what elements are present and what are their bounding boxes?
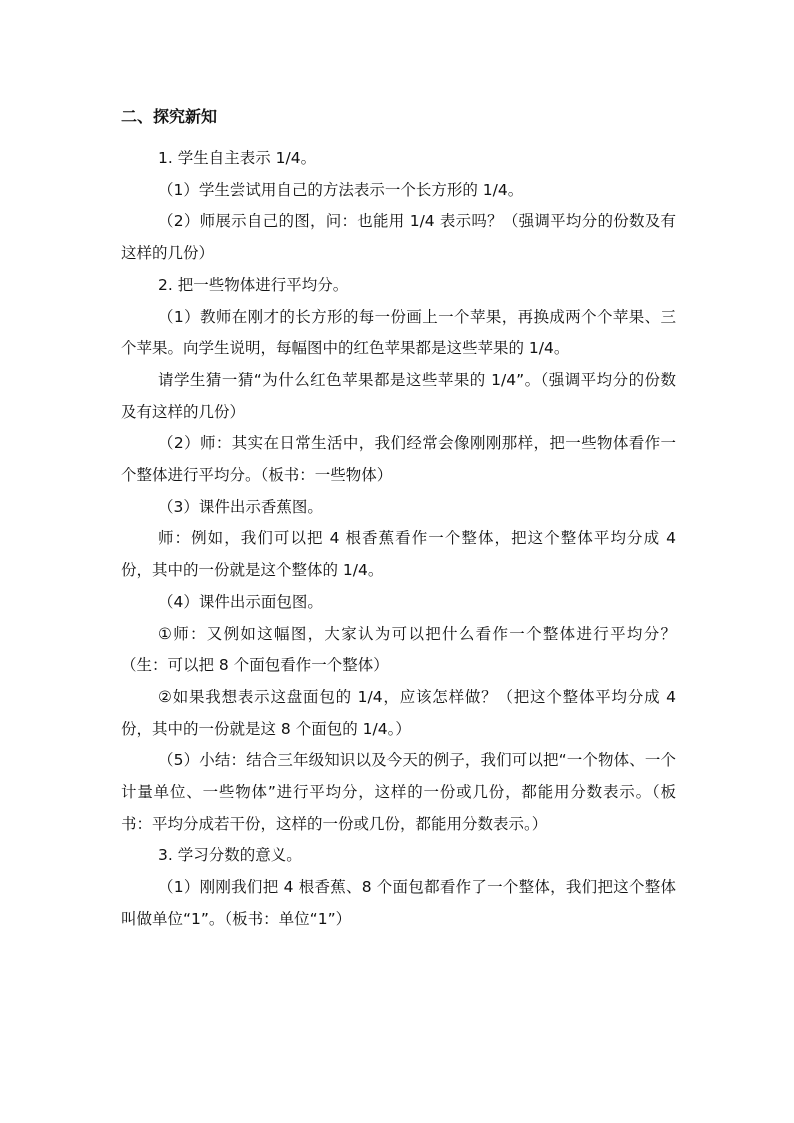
paragraph-summary: （5）小结：结合三年级知识以及今天的例子，我们可以把“一个物体、一个计量单位、一些物体”进行平均分，这样的一份或几份，都能用分数表示。（板书：平均分成若干份，这样的一份或几份，都能用分数表示。） xyxy=(121,751,676,833)
paragraph-guess: 请学生猜一猜“为什么红色苹果都是这些苹果的 1/4”。（强调平均分的份数及有这样的几份） xyxy=(121,370,676,421)
paragraph-step-3: 3. 学习分数的意义。 xyxy=(158,846,302,865)
paragraph-step-2: 2. 把一些物体进行平均分。 xyxy=(158,275,349,294)
paragraph-step-2-2: （2）师：其实在日常生活中，我们经常会像刚刚那样，把一些物体看作一个整体进行平均分。（板书：一些物体） xyxy=(121,434,676,485)
paragraph-banana-example: 师：例如，我们可以把 4 根香蕉看作一个整体，把这个整体平均分成 4 份，其中的一份就是这个整体的 1/4。 xyxy=(121,529,676,580)
paragraph-step-3-1: （1）刚刚我们把 4 根香蕉、8 个面包都看作了一个整体，我们把这个整体叫做单位“1”。（板书：单位“1”） xyxy=(121,878,676,928)
paragraph-step-2-4: （4）课件出示面包图。 xyxy=(158,592,323,611)
paragraph-step-1: 1. 学生自主表示 1/4。 xyxy=(158,149,317,167)
paragraph-step-1-1: （1）学生尝试用自己的方法表示一个长方形的 1/4。 xyxy=(158,180,524,199)
section-title: 二、探究新知 xyxy=(121,107,218,126)
paragraph-step-2-1: （1）教师在刚才的长方形的每一份画上一个苹果，再换成两个个苹果、三个苹果。向学生说明，每幅图中的红色苹果都是这些苹果的 1/4。 xyxy=(121,307,676,358)
paragraph-bread-question-1: ①师：又例如这幅图，大家认为可以把什么看作一个整体进行平均分？（生：可以把 8 个面包看作一个整体） xyxy=(121,624,676,675)
spacer xyxy=(121,133,676,143)
document-body xyxy=(121,101,676,936)
paragraph-bread-question-2: ②如果我想表示这盘面包的 1/4，应该怎样做？（把这个整体平均分成 4 份，其中的一份就是这 8 个面包的 1/4。） xyxy=(121,687,676,738)
paragraph-step-2-3: （3）课件出示香蕉图。 xyxy=(158,497,323,516)
paragraph-step-1-2: （2）师展示自己的图，问：也能用 1/4 表示吗？（强调平均分的份数及有这样的几份） xyxy=(121,212,676,263)
